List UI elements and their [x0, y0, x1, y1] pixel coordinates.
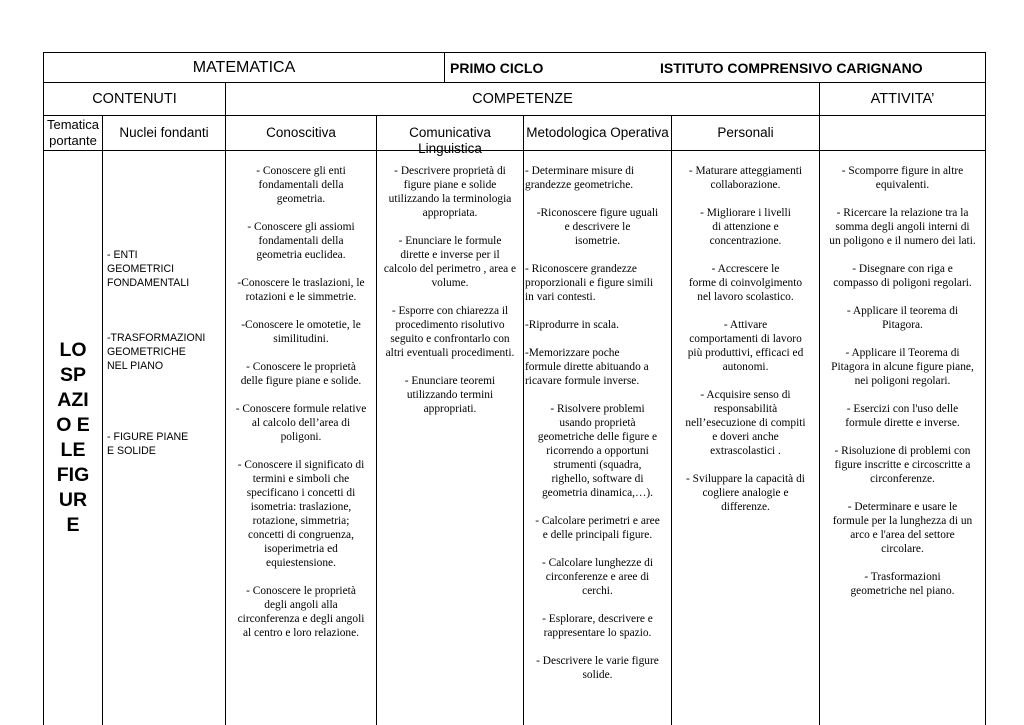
attivita-item: - Esercizi con l'uso delle formule dirette e inverse. [845, 403, 960, 429]
metodologica-item: -Memorizzare poche formule dirette abituando a ricavare formule inverse. [525, 347, 649, 387]
personali-item: - Attivare comportamenti di lavoro più produttivi, efficaci ed autonomi. [687, 319, 804, 373]
row-divider-2 [43, 115, 986, 116]
attivita-item: - Trasformazioni geometriche nel piano. [850, 571, 955, 597]
attivita-item: - Ricercare la relazione tra la somma degli angoli interni di un poligono e il numero dei lati. [829, 207, 976, 247]
table-border-right [985, 52, 986, 725]
col-header-comunicativa: Comunicativa Linguistica [409, 125, 491, 156]
metodologica-item: - Esplorare, descrivere e rappresentare lo spazio. [542, 613, 653, 639]
attivita-item: - Determinare e usare le formule per la lunghezza di un arco e l'area del settore circolare. [832, 501, 973, 555]
personali-item: - Accrescere le forme di coinvolgimento nel lavoro scolastico. [688, 263, 803, 303]
comunicativa-column [378, 164, 522, 430]
theme-line: SP [59, 364, 86, 386]
section-competenze: COMPETENZE [472, 91, 573, 107]
col-header-tematica: Tematica portante [46, 117, 100, 148]
col-header-metodologica: Metodologica Operativa [526, 125, 669, 140]
col-divider-attivita [819, 82, 820, 725]
nucleus-entry: - FIGURE PIANE E SOLIDE [107, 431, 189, 457]
metodologica-column [525, 164, 670, 696]
metodologica-item: - Risolvere problemi usando proprietà geometriche delle figure e ricorrendo a opportuni strumenti (squadra, righello, software di geometria dinamica,…). [537, 403, 658, 499]
col-divider-comunicativa [376, 115, 377, 725]
conoscitiva-item: -Conoscere le omotetie, le similitudini. [241, 319, 361, 345]
personali-item: - Migliorare i livelli di attenzione e concentrazione. [700, 207, 791, 247]
conoscitiva-item: - Conoscere gli assiomi fondamentali della geometria euclidea. [247, 221, 355, 261]
row-divider-1 [43, 82, 986, 83]
attivita-item: - Risoluzione di problemi con figure inscritte e circoscritte a circonferenze. [834, 445, 971, 485]
theme-line: O E [56, 414, 90, 436]
personali-column [673, 164, 818, 528]
metodologica-item: - Calcolare lunghezze di circonferenze e aree di cerchi. [541, 557, 653, 597]
conoscitiva-item: - Conoscere il significato di termini e simboli che specificano i concetti di isometria: traslazione, rotazione, simmetria; concetti di congruenza, isoperimetria ed equiestensione. [237, 459, 365, 569]
comunicativa-item: - Esporre con chiarezza il procedimento risolutivo seguito e confrontarlo con altri eventuali procedimenti. [385, 305, 515, 359]
metodologica-item: - Riconoscere grandezze proporzionali e figure simili in vari contesti. [525, 263, 654, 303]
theme-line: AZI [57, 389, 89, 411]
attivita-column [821, 164, 984, 612]
subject-title: MATEMATICA [192, 59, 296, 76]
conoscitiva-column [227, 164, 375, 654]
theme-line: UR [58, 489, 88, 511]
cycle-label: PRIMO CICLO [450, 60, 544, 76]
metodologica-item: - Determinare misure di grandezze geometriche. [525, 165, 635, 191]
conoscitiva-item: - Conoscere le proprietà delle figure piane e solide. [240, 361, 362, 387]
nucleus-entry: -TRASFORMAZIONI GEOMETRICHE NEL PIANO [107, 332, 206, 372]
section-contenuti: CONTENUTI [92, 91, 177, 107]
col-divider-personali [671, 115, 672, 725]
row-divider-3 [43, 150, 986, 151]
metodologica-item: -Riprodurre in scala. [525, 319, 619, 331]
conoscitiva-item: - Conoscere le proprietà degli angoli alla circonferenza e degli angoli al centro e loro relazione. [237, 585, 365, 639]
col-divider-metodologica [523, 115, 524, 725]
attivita-item: - Disegnare con riga e compasso di poligoni regolari. [833, 263, 972, 289]
theme-line: FIG [56, 464, 90, 486]
comunicativa-item: - Descrivere proprietà di figure piane e solide utilizzando la terminologia appropriata. [388, 165, 512, 219]
conoscitiva-item: - Conoscere formule relative al calcolo dell’area di poligoni. [235, 403, 367, 443]
theme-line: LO [59, 339, 87, 361]
table-border-top [43, 52, 986, 53]
personali-item: - Acquisire senso di responsabilità nell’esecuzione di compiti e doveri anche extrascolastici . [685, 389, 806, 457]
attivita-item: - Applicare il teorema di Pitagora. [846, 305, 959, 331]
attivita-item: - Scomporre figure in altre equivalenti. [841, 165, 964, 191]
col-header-personali: Personali [717, 125, 774, 140]
col-header-conoscitiva: Conoscitiva [266, 125, 336, 140]
conoscitiva-item: - Conoscere gli enti fondamentali della geometria. [256, 165, 346, 205]
conoscitiva-item: -Conoscere le traslazioni, le rotazioni e le simmetrie. [237, 277, 365, 303]
personali-item: - Sviluppare la capacità di cogliere analogie e differenze. [686, 473, 805, 513]
theme-line: LE [60, 439, 86, 461]
comunicativa-item: - Enunciare le formule dirette e inverse per il calcolo del perimetro , area e volume. [383, 235, 517, 289]
metodologica-item: - Calcolare perimetri e aree e delle principali figure. [535, 515, 660, 541]
col-header-nuclei: Nuclei fondanti [119, 125, 209, 140]
school-name: ISTITUTO COMPRENSIVO CARIGNANO [660, 60, 923, 76]
personali-item: - Maturare atteggiamenti collaborazione. [688, 165, 803, 191]
metodologica-item: -Riconoscere figure uguali e descrivere le isometrie. [536, 207, 659, 247]
header-col-divider [444, 52, 445, 83]
theme-line: E [66, 514, 80, 536]
nucleus-entry: - ENTI GEOMETRICI FONDAMENTALI [107, 249, 190, 289]
section-attivita: ATTIVITA’ [870, 91, 935, 107]
comunicativa-item: - Enunciare teoremi utilizzando termini appropriati. [404, 375, 496, 415]
col-divider-nuclei [102, 115, 103, 725]
attivita-item: - Applicare il Teorema di Pitagora in alcune figure piane, nei poligoni regolari. [831, 347, 974, 387]
col-divider-conoscitiva [225, 82, 226, 725]
theme-title [44, 338, 102, 538]
metodologica-item: - Descrivere le varie figure solide. [536, 655, 659, 681]
